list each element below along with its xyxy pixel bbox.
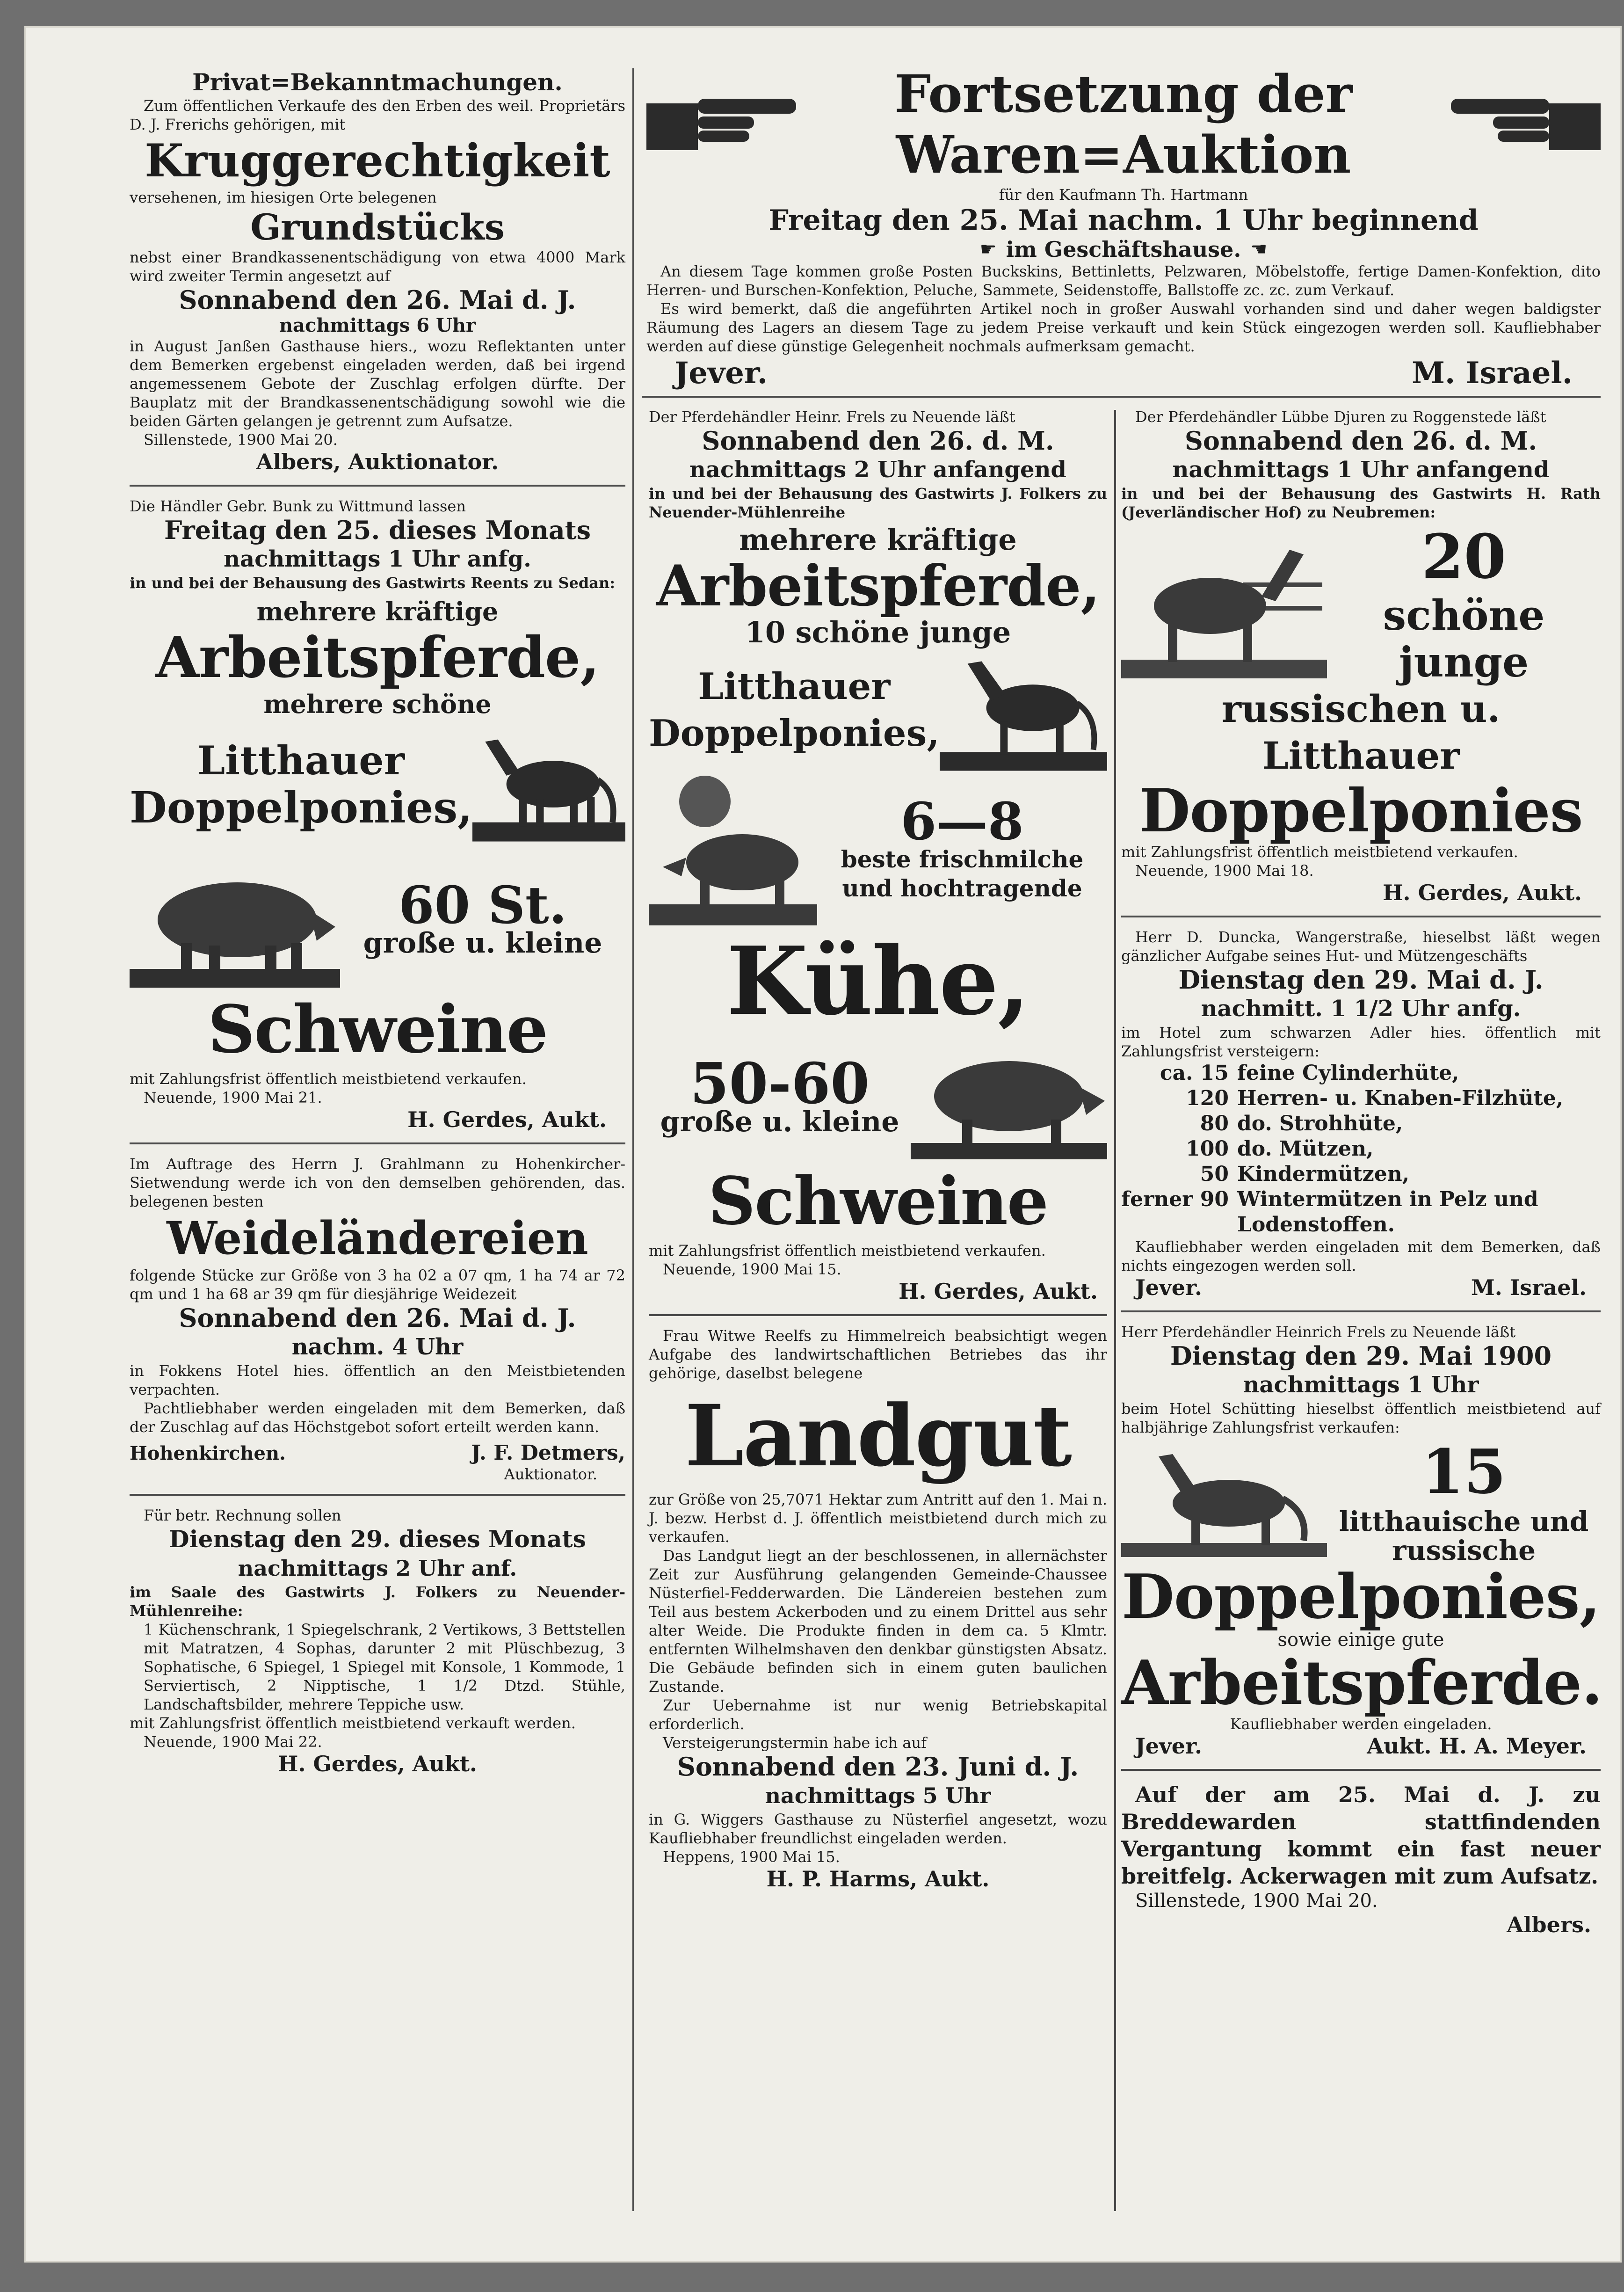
ad-gebr-bunk [130, 497, 625, 1132]
pony-illustration [1121, 1442, 1327, 1559]
ad-line: russischen u. Litthauer [1221, 687, 1501, 778]
ad-headline: Doppelponies, [1121, 1561, 1600, 1632]
ad-text: Kaufliebhaber werden eingeladen mit dem Bemerken, daß nichts eingezogen werden soll. [1121, 1238, 1601, 1274]
ad-intro: Frau Witwe Reelfs zu Himmelreich beabsichtigt wegen Aufgabe des landwirtschaftlichen Betriebes das ihr gehörige, daselbst belegene [649, 1327, 1107, 1382]
ad-place: in und bei der Behausung des Gastwirts H. Rath (Jeverländischer Hof) zu Neubremen: [1121, 485, 1601, 521]
ad-place: Hohenkirchen. [130, 1442, 286, 1464]
ad-line: mehrere kräftige [739, 523, 1017, 557]
ad-headline: Arbeitspferde, [155, 625, 600, 691]
ad-text: nebst einer Brandkassenentschädigung von etwa 4000 Mark wird zweiter Termin angesetzt auf [130, 248, 625, 285]
ad-place-date: Neuende, 1900 Mai 22. [144, 1733, 322, 1751]
ad-kruggerechtigkeit [130, 68, 625, 474]
ad-date: Dienstag den 29. Mai d. J. [1178, 965, 1544, 995]
column-2 [649, 407, 1107, 1892]
ad-footer: mit Zahlungsfrist öffentlich meistbietend verkaufen. [649, 1242, 1046, 1259]
cow-illustration [649, 773, 817, 928]
ad-signature: Albers. [1507, 1912, 1591, 1937]
ad-text: Pachtliebhaber werden eingeladen mit dem Bemerken, daß der Zuschlag auf das Höchstgebot sofort erteilt werden kann. [130, 1399, 625, 1436]
ad-count: 60 St. [399, 875, 567, 935]
ad-time: nachmittags 1 Uhr [1243, 1372, 1479, 1398]
ad-items: 1 Küchenschrank, 1 Spiegelschrank, 2 Vertikows, 3 Bettstellen mit Matratzen, 4 Sophas, darunter 2 mit Plüschbezug, 3 Sophatische, 6 Spiegel, 1 Spiegel mit Konsole, 1 Kommode, 1 Serviertisch, 2 Nipptische, 1 1/2 Dtzd. Stühle, Landschaftsbilder, mehrere Teppiche usw. [144, 1621, 625, 1713]
ad-time: nachmittags 2 Uhr anfangend [689, 457, 1066, 483]
ad-text: Versteigerungstermin habe ich auf [663, 1734, 927, 1752]
ad-footer: mit Zahlungsfrist öffentlich meistbietend verkauft werden. [130, 1714, 576, 1732]
ad-date: Sonnabend den 26. d. M. [1184, 426, 1537, 456]
ad-count: 20 [1421, 521, 1506, 592]
ad-footer: Kaufliebhaber werden eingeladen. [1230, 1715, 1492, 1733]
ad-date: Sonnabend den 26. d. M. [702, 426, 1054, 456]
item-description: do. Mützen, [1237, 1137, 1374, 1161]
ad-time: nachmittags 2 Uhr anf. [238, 1556, 517, 1581]
ad-date: Dienstag den 29. dieses Monats [169, 1525, 586, 1553]
item-quantity: 80 [1200, 1112, 1229, 1135]
ad-line: beste frischmilche und hochtragende [841, 845, 1084, 902]
ad-body: in August Janßen Gasthause hiers., wozu Reflektanten unter dem Bemerken ergebenst eingeladen werden, daß bei irgend angemessenem Gebote der Zuschlag erfolgen dürfte. Der Bauplatz mit der Brandkassenentschädigung sowohl wie die beiden Gärten gelangen je getrennt zum Aufsatze. [130, 337, 625, 430]
ad-place: im Saale des Gastwirts J. Folkers zu Neuender-Mühlenreihe: [130, 1583, 625, 1620]
item-quantity: 50 [1200, 1162, 1229, 1186]
ad-text: in Fokkens Hotel hies. öffentlich an den Meistbietenden verpachten. [130, 1362, 625, 1398]
ad-text: zur Größe von 25,7071 Hektar zum Antritt auf den 1. Mai n. J. bezw. Herbst d. J. öffentlich meistbietend durch mich zu verkaufen. [649, 1491, 1107, 1546]
ad-signature: Albers, Auktionator. [256, 449, 499, 474]
ad-place: Jever. [1135, 1733, 1203, 1759]
column-rule-left [632, 68, 634, 2211]
ad-signature: H. Gerdes, Aukt. [1383, 880, 1582, 905]
ad-signature: H. P. Harms, Aukt. [766, 1866, 990, 1892]
ad-headline: Kühe, [726, 926, 1030, 1036]
ad-intro: Zum öffentlichen Verkaufe des den Erben des weil. Proprietärs D. J. Frerichs gehörigen, mit [130, 97, 625, 133]
ad-signature: J. F. Detmers, [471, 1441, 625, 1465]
ad-divider [130, 1494, 625, 1496]
ad-headline: Schweine [208, 991, 547, 1068]
list-item [1121, 1187, 1601, 1237]
ad-line: mehrere schöne [263, 689, 492, 719]
ad-date: Sonnabend den 26. Mai d. J. [179, 1303, 576, 1333]
ad-text: in G. Wiggers Gasthause zu Nüsterfiel angesetzt, wozu Kaufliebhaber freundlichst eingeladen werden. [649, 1811, 1107, 1847]
list-item [1121, 1086, 1601, 1111]
pig-illustration [911, 1035, 1107, 1162]
banner-date: Freitag den 25. Mai nachm. 1 Uhr beginnend [768, 204, 1479, 237]
horse-illustration [1121, 526, 1327, 681]
item-description: do. Strohhüte, [1237, 1112, 1403, 1135]
banner-location: im Geschäftshause. [1006, 237, 1241, 262]
ad-headline: Arbeitspferde, [656, 553, 1100, 619]
ad-place-date: Neuende, 1900 Mai 15. [663, 1260, 841, 1278]
ad-signature: H. Gerdes, Aukt. [278, 1751, 477, 1776]
ad-time: nachmittags 5 Uhr [765, 1783, 991, 1808]
ad-divider [1121, 1769, 1601, 1771]
ad-ackerwagen [1121, 1781, 1601, 1937]
ad-line: mehrere kräftige [256, 597, 499, 626]
column-3 [1121, 407, 1601, 1937]
ad-date: Freitag den 25. dieses Monats [164, 515, 591, 545]
ad-intro: Herr Pferdehändler Heinrich Frels zu Neuende läßt [1121, 1323, 1516, 1341]
column-rule-right [1114, 410, 1116, 2211]
ad-place-date: Neuende, 1900 Mai 21. [144, 1089, 322, 1106]
waren-auktion-banner [646, 64, 1601, 391]
ad-count: 15 [1421, 1436, 1506, 1507]
pony-illustration [472, 719, 625, 850]
top-rule [642, 396, 1601, 398]
ad-signature: H. Gerdes, Aukt. [899, 1279, 1098, 1304]
item-description: Wintermützen in Pelz und Lodenstoffen. [1237, 1187, 1538, 1237]
item-quantity: 120 [1186, 1086, 1229, 1110]
ad-place-date: Sillenstede, 1900 Mai 20. [144, 431, 338, 449]
ad-line: schöne junge [1383, 591, 1545, 686]
ad-place: in und bei der Behausung des Gastwirts Reents zu Sedan: [130, 574, 616, 592]
ad-time: nachmittags 6 Uhr [279, 314, 476, 336]
ad-date: Dienstag den 29. Mai 1900 [1170, 1341, 1552, 1371]
pointing-hand-left-icon [1446, 89, 1601, 160]
ad-divider [649, 1314, 1107, 1316]
list-item [1121, 1162, 1601, 1187]
pointing-hand-icon: ☛ [979, 239, 997, 260]
ad-footer: mit Zahlungsfrist öffentlich meistbietend verkaufen. [130, 1070, 527, 1088]
ad-landgut [649, 1326, 1107, 1892]
ad-frels-horses [649, 407, 1107, 1304]
ad-place: beim Hotel Schütting hieselbst öffentlich meistbietend auf halbjährige Zahlungsfrist verkaufen: [1121, 1400, 1601, 1436]
item-description: Kindermützen, [1237, 1162, 1410, 1186]
banner-title: Fortsetzung der Waren=Auktion [894, 64, 1353, 185]
ad-frels-schuetting [1121, 1323, 1601, 1759]
ad-place-date: Neuende, 1900 Mai 18. [1135, 862, 1314, 880]
ad-signature: Aukt. H. A. Meyer. [1367, 1733, 1587, 1759]
ad-place: Jever. [1135, 1275, 1203, 1300]
ad-text: Auf der am 25. Mai d. J. zu Breddewarden stattfindenden Vergantung kommt ein fast neuer breitfelg. Ackerwagen mit zum Aufsatz. [1121, 1782, 1601, 1889]
ad-line: 10 schöne junge [745, 615, 1011, 649]
ad-line: große u. kleine [660, 1106, 899, 1138]
ad-headline: Landgut [685, 1387, 1071, 1485]
ad-line: große u. kleine [363, 927, 602, 960]
ad-time: nachmittags 1 Uhr anfangend [1172, 457, 1550, 483]
ad-intro: Im Auftrage des Herrn J. Grahlmann zu Hohenkircher-Sietwendung werde ich von den demselben gehörenden, das. belegenen besten [130, 1155, 625, 1210]
ad-footer: mit Zahlungsfrist öffentlich meistbietend verkaufen. [1121, 843, 1518, 861]
ad-text: folgende Stücke zur Größe von 3 ha 02 a 07 qm, 1 ha 74 ar 72 qm und 1 ha 68 ar 39 qm für diesjährige Weidezeit [130, 1266, 625, 1303]
banner-text: An diesem Tage kommen große Posten Buckskins, Bettinletts, Pelzwaren, Möbelstoffe, fertige Damen-Konfektion, dito Herren- und Burschen-Konfektion, Peluche, Sammete, Seidenstoffe, Ballstoffe zc. zc. zum Verkauf. [646, 262, 1601, 299]
ad-signature: H. Gerdes, Aukt. [407, 1107, 607, 1132]
list-item [1121, 1111, 1601, 1136]
item-description: feine Cylinderhüte, [1237, 1061, 1459, 1085]
item-description: Herren- u. Knaben-Filzhüte, [1237, 1086, 1564, 1110]
ad-count: 50-60 [690, 1051, 870, 1117]
banner-signature: M. Israel. [1412, 356, 1573, 391]
ad-headline: Grundstücks [250, 206, 505, 248]
ad-text: Zur Uebernahme ist nur wenig Betriebskapital erforderlich. [649, 1696, 1107, 1733]
ad-headline: Arbeitspferde. [1121, 1647, 1602, 1718]
ad-weidelaendereien [130, 1155, 625, 1484]
ad-intro: Der Pferdehändler Heinr. Frels zu Neuende läßt [649, 408, 1015, 426]
ad-time: nachm. 4 Uhr [291, 1334, 464, 1360]
ad-divider [1121, 1310, 1601, 1312]
ad-line: Doppelponies, [649, 712, 940, 755]
ad-duncka-huete [1121, 928, 1601, 1300]
ad-signature-title: Auktionator. [504, 1465, 597, 1483]
pointing-hand-icon: ☚ [1250, 239, 1268, 260]
ad-time: nachmittags 1 Uhr anfg. [224, 546, 531, 572]
ad-line: Litthauer [698, 665, 891, 708]
ad-intro: Herr D. Duncka, Wangerstraße, hieselbst läßt wegen gänzlicher Aufgabe seines Hut- und Mützengeschäfts [1121, 928, 1601, 965]
ad-text: versehenen, im hiesigen Orte belegenen [130, 189, 437, 206]
ad-signature: M. Israel. [1471, 1275, 1587, 1300]
banner-place: Jever. [674, 356, 768, 391]
ad-intro: Der Pferdehändler Lübbe Djuren zu Roggenstede läßt [1135, 408, 1546, 426]
ad-headline: Schweine [708, 1163, 1048, 1240]
ad-divider [130, 1142, 625, 1144]
section-title: Privat=Bekanntmachungen. [192, 68, 563, 96]
ad-date: Sonnabend den 26. Mai d. J. [179, 285, 576, 315]
ad-moebel [130, 1506, 625, 1776]
ad-djuren-ponies [1121, 407, 1601, 905]
item-quantity: ca. 15 [1160, 1061, 1229, 1085]
pony-illustration [940, 647, 1107, 773]
list-item [1121, 1061, 1601, 1086]
ad-headline: Weideländereien [167, 1212, 588, 1265]
pig-illustration [130, 850, 340, 990]
ad-line: Doppelponies, [130, 782, 473, 833]
ad-headline: Doppelponies [1139, 776, 1583, 845]
newspaper-page [24, 26, 1622, 2263]
item-quantity: 100 [1186, 1137, 1229, 1161]
banner-subtitle: für den Kaufmann Th. Hartmann [999, 186, 1248, 204]
ad-place-date: Heppens, 1900 Mai 15. [663, 1848, 840, 1866]
ad-text: Das Landgut liegt an der beschlossenen, in allernächster Zeit zur Ausführung gelangenden Gemeinde-Chaussee Nüsterfiel-Fedderwarden. Die Ländereien bestehen zum Teil aus bestem Ackerboden und zu einem Drittel aus sehr alter Weide. Die Produkte finden in dem ca. 5 Klmtr. entfernten Wilhelmshaven den denkbar günstigsten Absatz. Die Gebäude befinden sich in einem guten baulichen Zustande. [649, 1547, 1107, 1695]
ad-time: nachmitt. 1 1/2 Uhr anfg. [1201, 996, 1521, 1022]
ad-place-date: Sillenstede, 1900 Mai 20. [1135, 1890, 1378, 1912]
ad-line: litthauische und russische [1339, 1506, 1589, 1566]
ad-divider [130, 485, 625, 487]
item-quantity: ferner 90 [1121, 1187, 1229, 1211]
ad-place: im Hotel zum schwarzen Adler hies. öffentlich mit Zahlungsfrist versteigern: [1121, 1024, 1601, 1060]
list-item [1121, 1136, 1601, 1162]
ad-date: Sonnabend den 23. Juni d. J. [677, 1752, 1079, 1782]
pointing-hand-right-icon [646, 89, 801, 160]
ad-intro: Für betr. Rechnung sollen [144, 1506, 341, 1524]
banner-text: Es wird bemerkt, daß die angeführten Artikel noch in großer Auswahl vorhanden sind und daher wegen baldigster Räumung des Lagers an diesem Tage zu jedem Preise verkauft und kein Stück eingezogen werden soll. Kaufliebhaber werden auf diese günstige Gelegenheit nochmals aufmerksam gemacht. [646, 300, 1601, 355]
ad-line: sowie einige gute [1277, 1629, 1444, 1651]
ad-line: Litthauer [197, 737, 405, 784]
ad-divider [1121, 916, 1601, 917]
ad-count: 6—8 [900, 791, 1024, 851]
ad-place: in und bei der Behausung des Gastwirts J. Folkers zu Neuender-Mühlenreihe [649, 485, 1107, 521]
item-list [1121, 1061, 1601, 1237]
ad-headline: Kruggerechtigkeit [145, 134, 610, 187]
ad-intro: Die Händler Gebr. Bunk zu Wittmund lassen [130, 497, 466, 515]
column-1 [130, 68, 625, 1776]
